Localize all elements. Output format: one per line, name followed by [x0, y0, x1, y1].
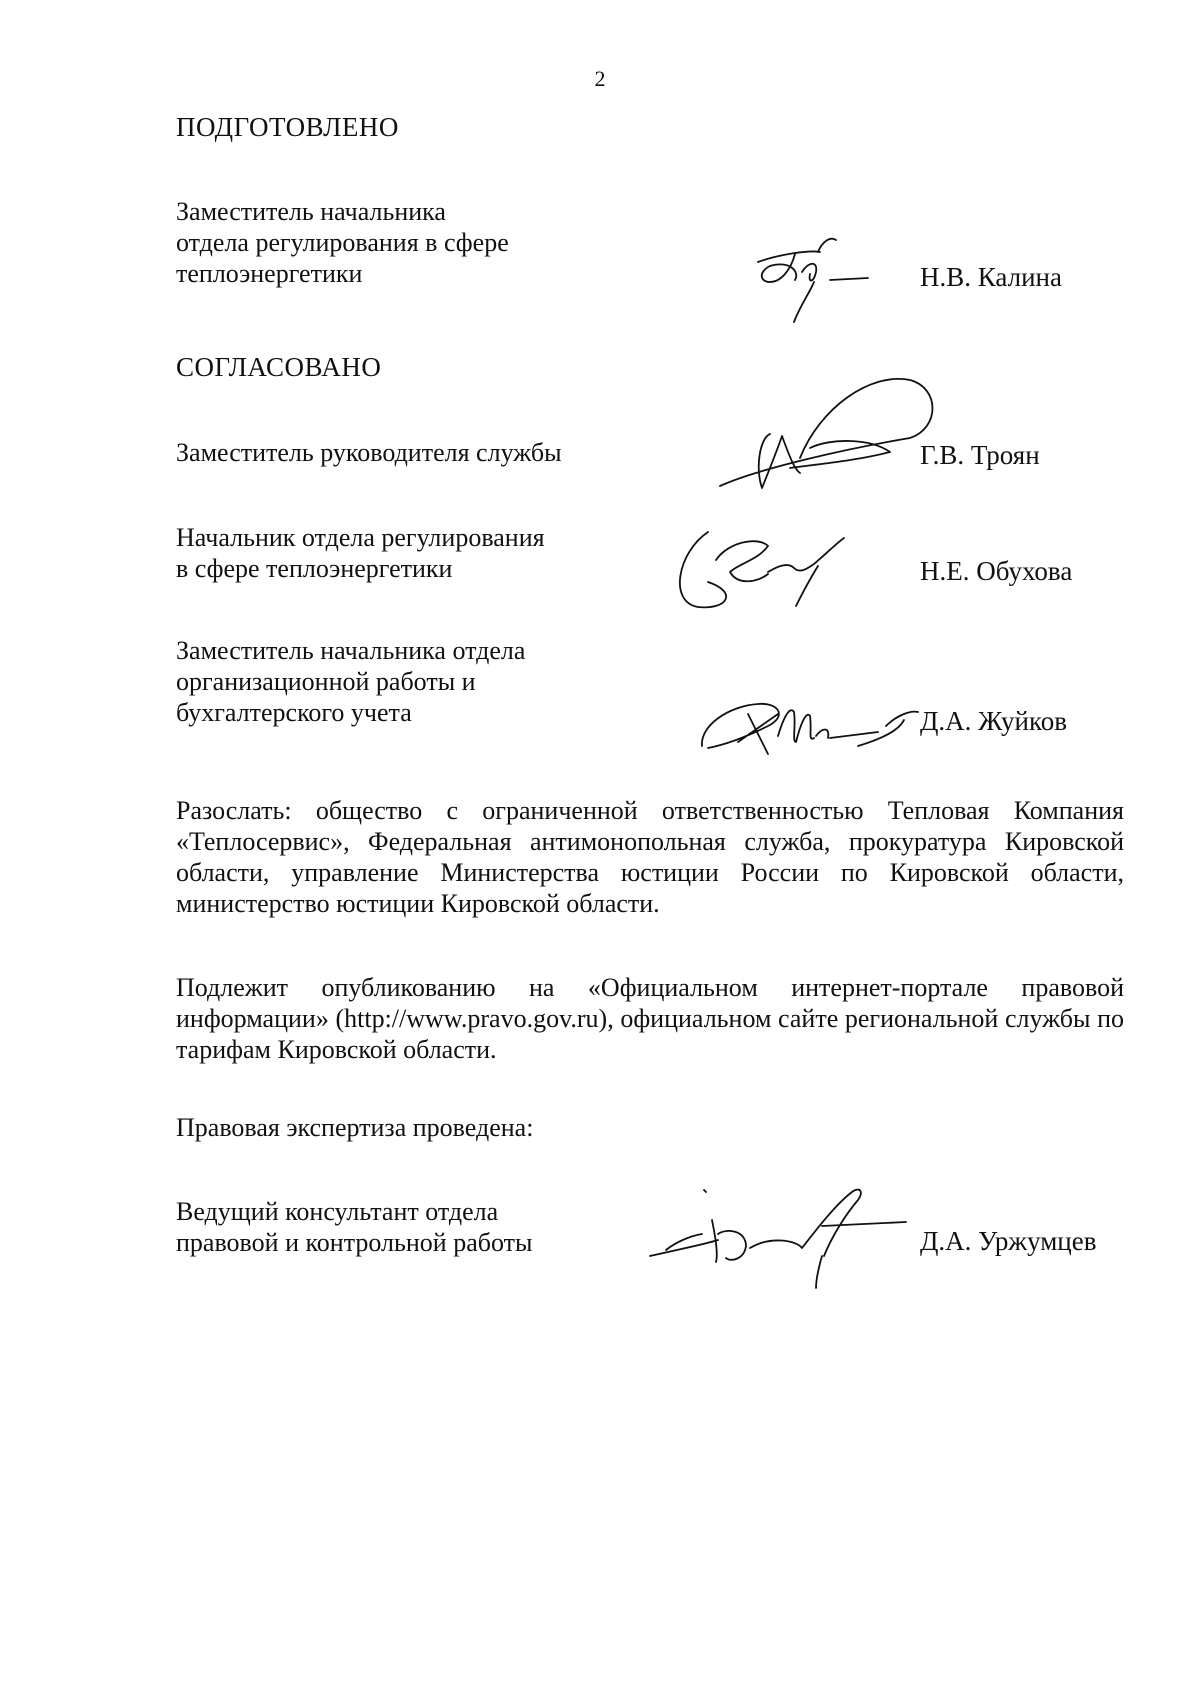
position-line: Заместитель руководителя службы [176, 438, 562, 467]
position-line: Заместитель начальника отдела [176, 636, 526, 665]
legal-review-position [176, 1196, 532, 1258]
position-line: отдела регулирования в сфере [176, 228, 509, 257]
publication-paragraph: Подлежит опубликованию на «Официальном интернет-портале правовой информации» (http://www.pravo.gov.ru), официальном сайте региональной службы по тарифам Кировской области. [176, 973, 1124, 1064]
prepared-heading: ПОДГОТОВЛЕНО [176, 112, 399, 142]
signature-kalina [750, 232, 880, 337]
agreed-name-3: Д.А. Жуйков [920, 706, 1067, 736]
agreed-position-2 [176, 522, 545, 584]
position-line: Начальник отдела регулирования [176, 523, 545, 552]
position-line: в сфере теплоэнергетики [176, 554, 453, 583]
position-line: организационной работы и [176, 667, 476, 696]
legal-review-heading: Правовая экспертиза проведена: [176, 1113, 534, 1142]
signature-obukhova [668, 512, 868, 627]
agreed-name-1: Г.В. Троян [920, 440, 1040, 470]
agreed-position-1 [176, 437, 562, 468]
position-line: правовой и контрольной работы [176, 1228, 533, 1257]
page-number: 2 [594, 66, 606, 91]
agreed-position-3 [176, 635, 525, 728]
position-line: бухгалтерского учета [176, 698, 412, 727]
legal-review-name: Д.А. Уржумцев [920, 1226, 1097, 1256]
agreed-name-2: Н.Е. Обухова [920, 556, 1073, 586]
signature-urzhumtsev [646, 1170, 916, 1295]
signature-troyan [700, 368, 940, 523]
position-line: Ведущий консультант отдела [176, 1197, 499, 1226]
position-line: теплоэнергетики [176, 259, 363, 288]
agreed-heading: СОГЛАСОВАНО [176, 352, 382, 382]
signature-zhuykov [698, 676, 938, 771]
position-line: Заместитель начальника [176, 197, 446, 226]
prepared-name: Н.В. Калина [920, 262, 1062, 292]
distribution-paragraph: Разослать: общество с ограниченной ответственностью Тепловая Компания «Теплосервис», Федеральная антимонопольная служба, прокуратура Кировской области, управление Министерства юстиции России по Кировской области, министерство юстиции Кировской области. [176, 796, 1124, 918]
prepared-position [176, 196, 509, 289]
